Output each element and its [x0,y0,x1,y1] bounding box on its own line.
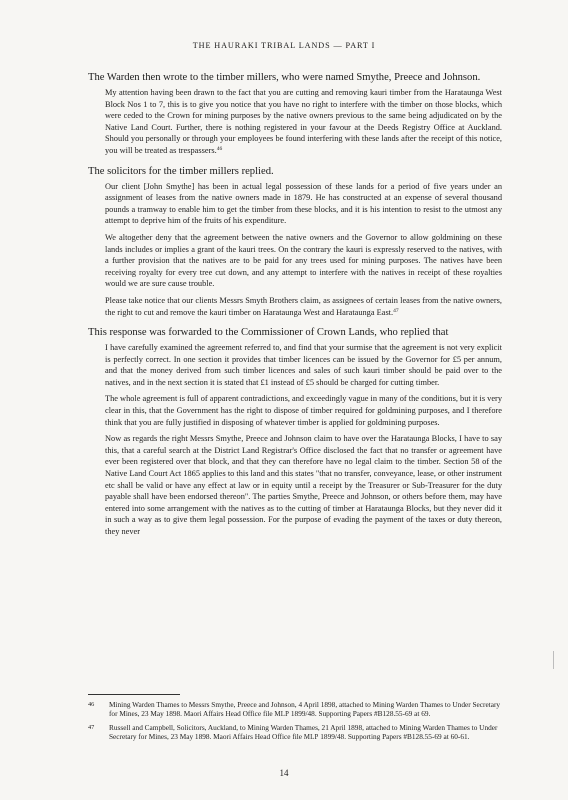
footnote-number: 46 [88,701,95,708]
page-number: 14 [279,768,289,778]
lead-paragraph: This response was forwarded to the Commissioner of Crown Lands, who replied that [88,327,449,339]
block-quote [105,393,502,428]
block-quote [105,181,502,227]
lead-paragraph: The solicitors for the timber millers replied. [88,165,274,177]
footnote [88,723,502,743]
footnote-reference[interactable]: 47 [393,307,399,314]
file-series-code: MLP [274,711,290,719]
footnote-citation: Russell and Campbell, Solicitors, Auckland, to Mining Warden Thames, 21 April 1898, attached to Mining Warden Thames to Under Secretary for Mines, 23 May 1898. Maori Affairs Head Office file [109,722,498,741]
footnote-text [109,723,502,743]
footnote-number: 47 [88,723,95,731]
block-quote [105,232,502,290]
footnote-reference[interactable]: 46 [216,145,223,152]
footnote [88,700,502,720]
quote-text: Now as regards the right Messrs Smythe, Preece and Johnson claim to have over the Harataunga Blocks, I have to say this, that a careful search at the District Land Registrar's Office disclosed the fact that no transfer or agreement have ever been registered over that block, and that they can therefore have no legal claim to the timber. Section 58 of the Native Land Court Act 1865 applies to this land and this states "that no transfer, conveyance, lease, or other instrument etc shall be valid or have any effect at law or in equity until a receipt by the Treasurer or Sub-Treasurer for the duty payable shall have been endorsed thereon". The parties Smythe, Preece and Johnson, or others before them, may have entered into some arrangement with the natives as to the cutting of timber at Harataunga Blocks, but they never did it in such a way as to give them legal possession. For the purpose of evading the payment of the taxes or duty thereon, they never [105,434,502,536]
running-head: THE HAURAKI TRIBAL LANDS — PART I [192,41,376,50]
quote-text: I have carefully examined the agreement referred to, and find that your surmise that the agreement is not very explicit is perfectly correct. In one section it provides that timber licences can be issued by the Governor for £5 per annum, and that the money derived from such timber licences and sales of such kauri timber should be paid over to the natives, and in the next section it is stated that £1 instead of £5 should be charged for cutting timber. [105,343,502,387]
footnote-divider [88,694,180,695]
quote-text: My attention having been drawn to the fact that you are cutting and removing kauri timber from the Harataunga West Block Nos 1 to 7, this is to give you notice that you have no right to interfere with the timber on those blocks, which were ceded to the Crown for mining purposes by the native owners previous to the same being adjudicated on by the Native Land Court. Further, there is nothing registered in your favour at the Deeds Registry Office at Auckland. Should you personally or through your employees be found interfering with these lands after the receipt of this notice, you will be treated as trespassers. [105,88,502,155]
quote-text: Please take notice that our clients Messrs Smyth Brothers claim, as assignees of certain leases from the native owners, the right to cut and remove the kauri timber on Harataunga West and Harataunga East. [105,295,502,317]
lead-paragraph: The Warden then wrote to the timber millers, who were named Smythe, Preece and Johnson. [88,72,481,83]
quote-text: We altogether deny that the agreement between the native owners and the Governor to allow goldmining on these lands includes or implies a grant of the kauri trees. On the contrary the kauri is expressly reserved to the natives, with a further provision that the natives are to be paid for any trees used for mining purposes. The natives have been receiving royalty for every tree cut down, and any attempt to interfere with the natives in receipt of these royalties would we are sure cause trouble. [105,232,502,289]
footnote-text [109,700,502,720]
footnote-citation: Mining Warden Thames to Messrs Smythe, Preece and Johnson, 4 April 1898, attached to Mining Warden Thames to Under Secretary for Mines, 23 May 1898. Maori Affairs Head Office file [109,700,501,719]
block-quote [105,342,502,388]
footnote-citation-end: 1899/48. Supporting Papers #B128.55-69 at 60-61. [318,731,470,741]
block-quote [105,295,502,318]
margin-mark [553,651,554,669]
file-series-code: MLP [303,733,319,741]
footnotes [88,700,502,745]
quote-text: The whole agreement is full of apparent contradictions, and exceedingly vague in many of the conditions, but it is very clear in this, that the Government has the right to dispose of timber required for goldmining purposes, and I therefore think that you are fully justified in disposing of whatever timber is applied for goldmining purposes. [105,394,502,427]
block-quote [105,87,502,157]
quote-text: Our client [John Smythe] has been in actual legal possession of these lands for a period of five years under an assignment of leases from the native owners made in 1879. He has constructed at an expense of several thousand pounds a tramway to enable him to get the timber from these blocks, and it is his intention to resist to the utmost any attempt to deprive him of the fruits of his expenditure. [105,181,502,226]
block-quote [105,433,502,537]
main-text [88,71,502,543]
footnote-citation-end: 1899/48. Supporting Papers #B128.55-69 at 69. [289,709,431,719]
